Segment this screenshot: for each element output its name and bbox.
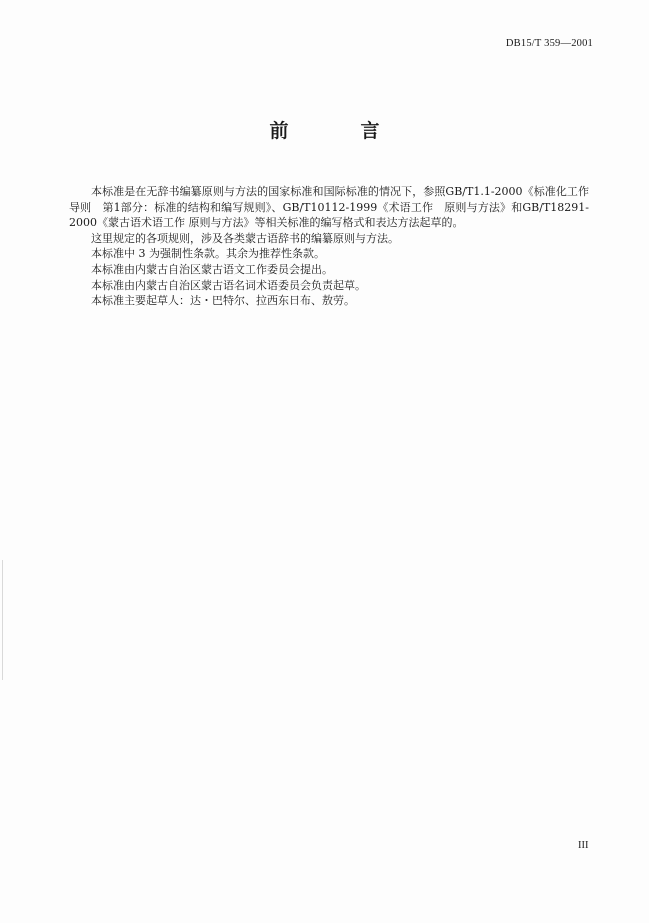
standard-number: DB15/T 359—2001 — [505, 38, 593, 49]
page-number: III — [578, 840, 589, 851]
foreword-body — [69, 184, 589, 309]
paragraph: 本标准由内蒙古自治区蒙古语名词术语委员会负责起草。 — [91, 278, 366, 292]
scan-edge-mark — [2, 560, 3, 680]
paragraph: 本标准是在无辞书编纂原则与方法的国家标准和国际标准的情况下，参照GB/T1.1-2000《标准化工作导则 第1部分：标准的结构和编写规则》、GB/T10112-1999《术语工作 原则与方法》和GB/T18291-2000《蒙古语术语工作 原则与方法》等相关标准的编写格式和表达方法起草的。 — [69, 185, 589, 230]
paragraph: 本标准中 3 为强制性条款。其余为推荐性条款。 — [91, 247, 325, 261]
title-char-2: 言 — [360, 120, 380, 142]
paragraph: 这里规定的各项规则，涉及各类蒙古语辞书的编纂原则与方法。 — [91, 231, 399, 245]
page-title — [0, 116, 649, 143]
paragraph: 本标准由内蒙古自治区蒙古语文工作委员会提出。 — [91, 262, 333, 276]
paragraph: 本标准主要起草人：达・巴特尔、拉西东日布、敖劳。 — [91, 294, 355, 308]
title-char-1: 前 — [269, 120, 289, 142]
